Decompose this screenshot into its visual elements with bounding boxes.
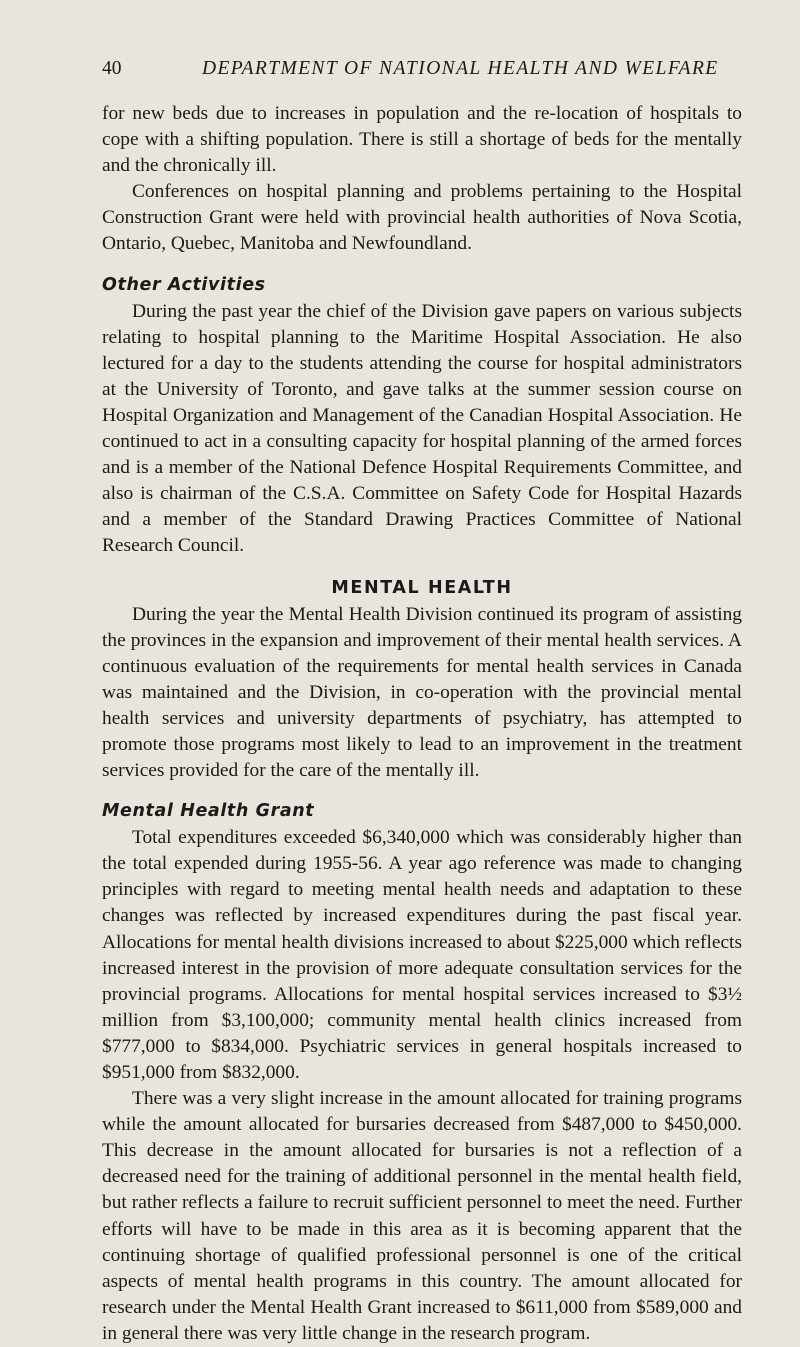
running-head [102, 58, 742, 88]
page-number: 40 [102, 58, 122, 79]
paragraph: During the past year the chief of the Division gave papers on various subjects relating to hospital planning to the Maritime Hospital Association. He also lectured for a day to the students attending the course for hospital administrators at the University of Toronto, and gave talks at the summer session course on Hospital Organization and Management of the Canadian Hospital Association. He continued to act in a consulting capacity for hospital planning of the armed forces and is a member of the National Defence Hospital Requirements Committee, and also is chairman of the C.S.A. Committee on Safety Code for Hospital Hazards and a member of the Standard Drawing Practices Committee of National Research Council. [102, 300, 742, 557]
paragraph: Total expenditures exceeded $6,340,000 which was considerably higher than the total expended during 1955-56. A year ago reference was made to changing principles with regard to meeting mental health needs and adaptation to these changes was reflected by increased expenditures during the past fiscal year. Allocations for mental health divisions increased to about $225,000 which reflects increased interest in the provision of more adequate consultation services for the provincial programs. Allocations for mental hospital services increased to $3½ million from $3,100,000; community mental health clinics increased from $777,000 to $834,000. Psychiatric services in general hospitals increased to $951,000 from $832,000. [102, 827, 742, 1083]
paragraph: There was a very slight increase in the amount allocated for training programs while the amount allocated for bursaries decreased from $487,000 to $450,000. This decrease in the amount allocated for bursaries is not a reflection of a decreased need for the training of additional personnel in the mental health field, but rather reflects a failure to recruit sufficient personnel to meet the need. Further efforts will have to be made in this area as it is becoming apparent that the continuing shortage of qualified professional personnel is one of the critical aspects of mental health programs in this country. The amount allocated for research under the Mental Health Grant increased to $611,000 from $589,000 and in general there was very little change in the research program. [102, 1088, 742, 1344]
paragraph: for new beds due to increases in population and the re-location of hospitals to cope with a shifting population. There is still a shortage of beds for the mentally and the chronically ill. [102, 103, 742, 177]
subheading-other-activities: Other Activities [102, 274, 266, 295]
paragraph: Conferences on hospital planning and problems pertaining to the Hospital Construction Grant were held with provincial health authorities of Nova Scotia, Ontario, Quebec, Manitoba and Newfoundland. [102, 181, 742, 255]
paragraph: During the year the Mental Health Division continued its program of assisting the provinces in the expansion and improvement of their mental health services. A continuous evaluation of the requirements for mental health services in Canada was maintained and the Division, in co-operation with the provincial mental health services and university departments of psychiatry, has attempted to promote those programs most likely to lead to an improvement in the treatment services provided for the care of the mentally ill. [102, 603, 742, 782]
page-body [102, 101, 742, 1347]
subheading-mental-health-grant: Mental Health Grant [102, 801, 315, 822]
running-title: DEPARTMENT OF NATIONAL HEALTH AND WELFARE [202, 58, 719, 79]
section-heading-mental-health: MENTAL HEALTH [331, 577, 513, 598]
